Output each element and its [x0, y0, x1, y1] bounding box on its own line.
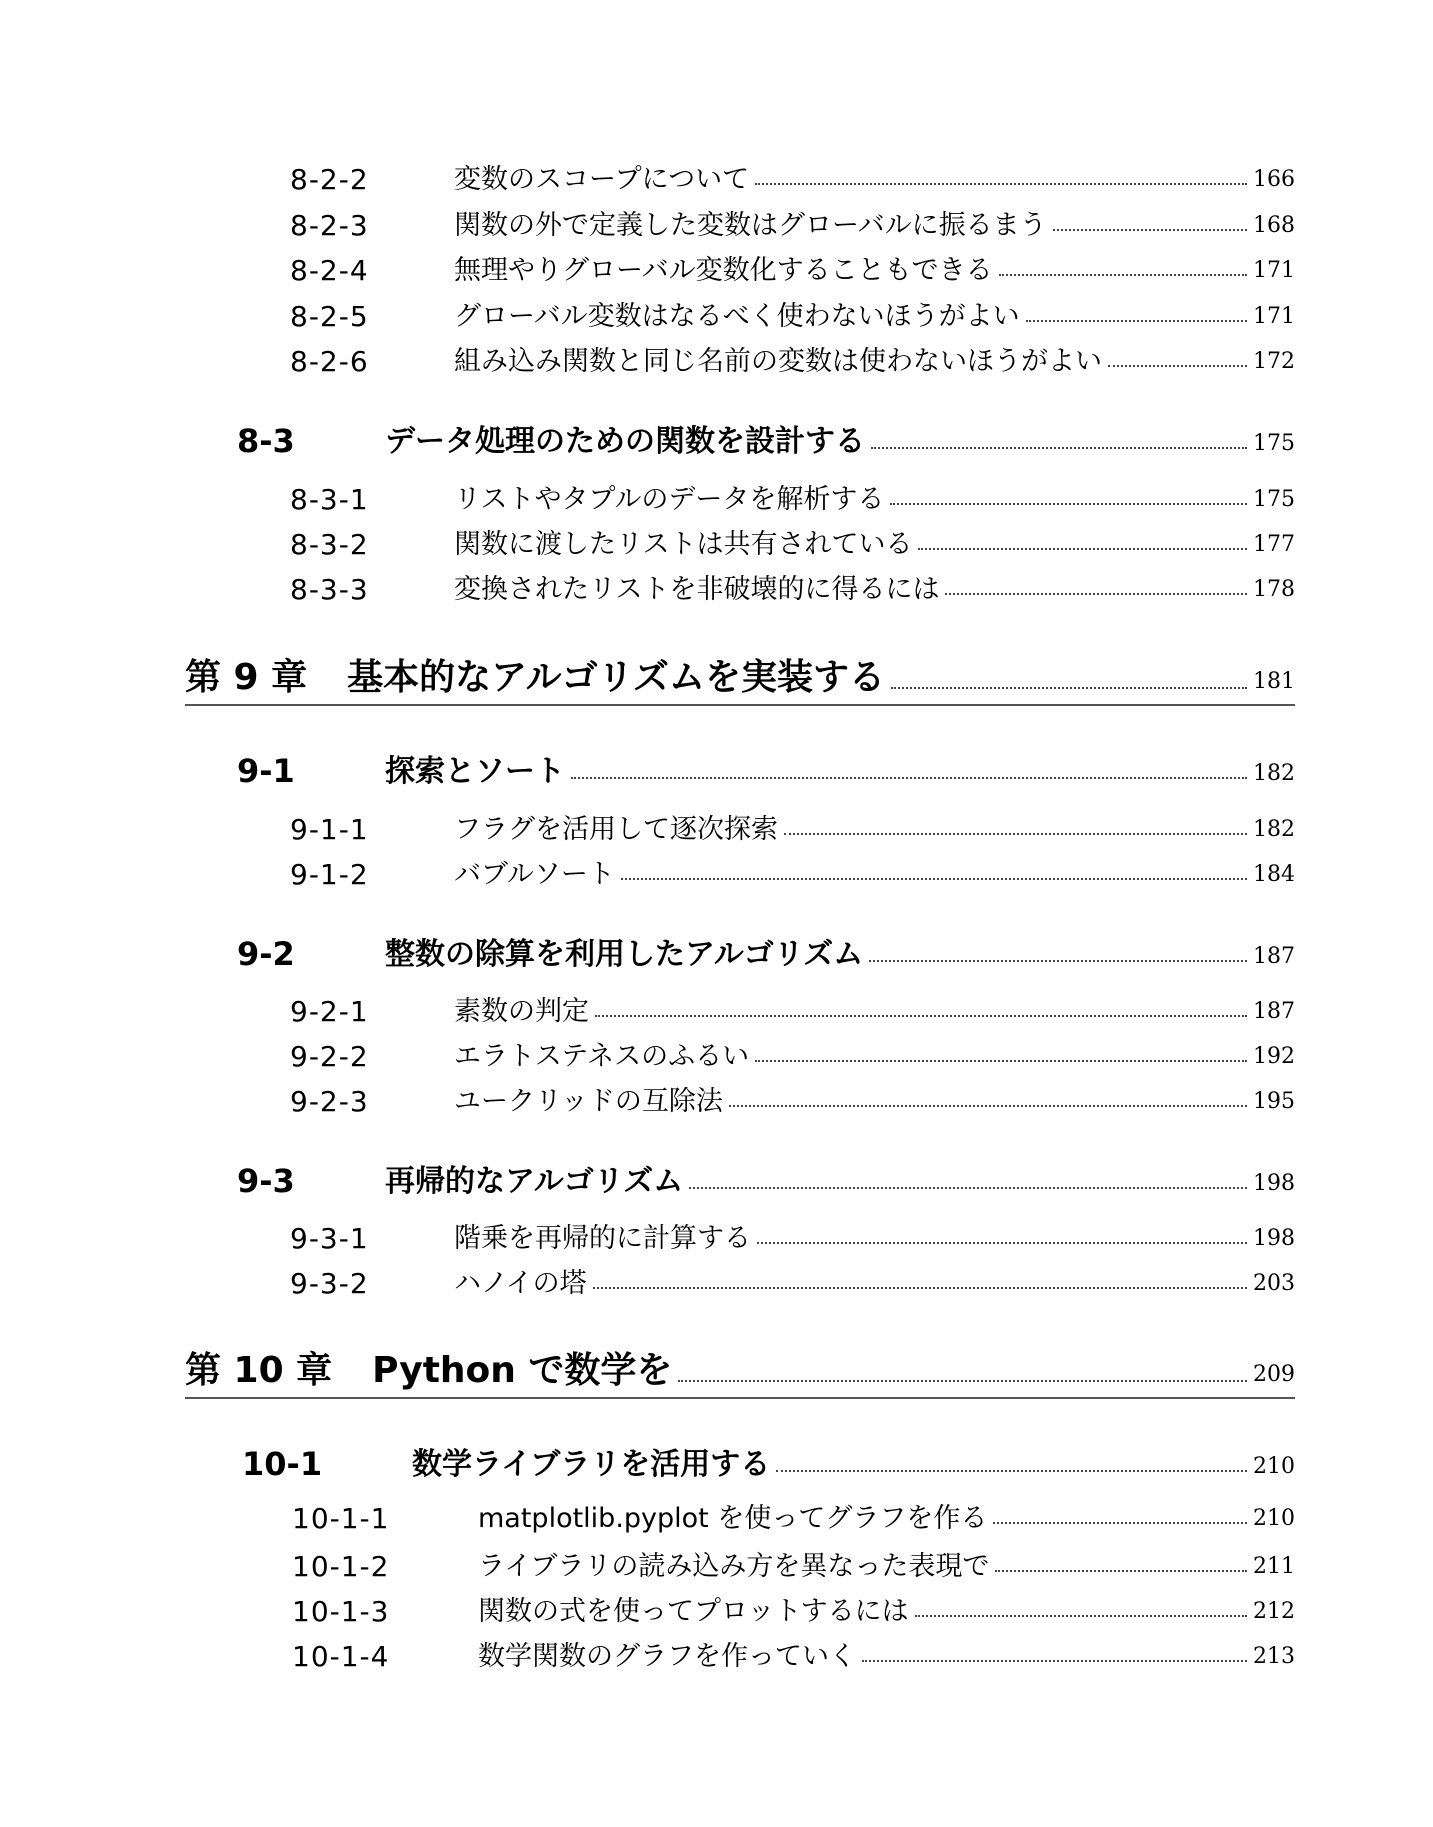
page-number: 175 [1253, 487, 1295, 512]
page-number: 181 [1253, 669, 1295, 694]
entry-title: 組み込み関数と同じ名前の変数は使わないほうがよい [454, 346, 1102, 377]
dot-leader [689, 1187, 1247, 1189]
page-number: 187 [1253, 999, 1295, 1024]
toc-entry-8-2-2 [290, 150, 1295, 196]
dot-leader [891, 687, 1247, 689]
entry-title: エラトステネスのふるい [454, 1041, 750, 1072]
entry-title: 素数の判定 [454, 996, 589, 1027]
toc-entry-8-3-1 [290, 470, 1295, 516]
chapter-rule [185, 704, 1295, 706]
dot-leader [1026, 320, 1247, 322]
toc-entry-9-1-2 [290, 845, 1295, 891]
toc-entry-9-2-3 [290, 1072, 1295, 1118]
dot-leader [890, 503, 1247, 505]
entry-title: ライブラリの読み込み方を異なった表現で [478, 1551, 990, 1582]
entry-number: 8-2-6 [290, 345, 369, 378]
dot-leader [945, 593, 1247, 595]
chapter-rule [185, 1397, 1295, 1399]
toc-entry-9-2-1 [290, 982, 1295, 1028]
toc-entry-9-1-1 [290, 800, 1295, 846]
entry-title: 無理やりグローバル変数化することもできる [454, 255, 993, 286]
toc-entry-9-2-2 [290, 1027, 1295, 1073]
dot-leader [571, 777, 1247, 779]
page-number: 213 [1253, 1644, 1295, 1669]
toc-entry-10-1-4 [292, 1627, 1295, 1673]
chapter-number: 第 10 章 [185, 1350, 333, 1391]
entry-number: 9-2-2 [290, 1040, 369, 1073]
page-number: 178 [1253, 577, 1295, 602]
toc-entry-8-3-2 [290, 515, 1295, 561]
entry-number: 9-2-3 [290, 1085, 369, 1118]
section-title: 探索とソート [385, 754, 565, 789]
toc-entry-10-1-3 [292, 1582, 1295, 1628]
dot-leader [729, 1105, 1247, 1107]
entry-number: 10-1-4 [292, 1640, 390, 1673]
entry-number: 8-2-2 [290, 163, 369, 196]
dot-leader [757, 1242, 1247, 1244]
section-number: 9-3 [237, 1162, 295, 1200]
entry-number: 8-2-3 [290, 209, 369, 242]
toc-section-8-3 [237, 414, 1295, 460]
page-number: 187 [1253, 944, 1295, 969]
page-number: 209 [1253, 1362, 1295, 1387]
chapter-title: 基本的なアルゴリズムを実装する [347, 657, 885, 698]
entry-title: matplotlib.pyplot を使ってグラフを作る [478, 1503, 988, 1534]
entry-number: 9-3-2 [290, 1267, 369, 1300]
page-number: 172 [1253, 349, 1295, 374]
dot-leader [995, 1570, 1247, 1572]
entry-number: 9-1-2 [290, 858, 369, 891]
page-number: 175 [1253, 431, 1295, 456]
entry-number: 8-2-5 [290, 300, 369, 333]
dot-leader [755, 183, 1247, 185]
entry-number: 8-3-1 [290, 483, 369, 516]
toc-section-10-1 [242, 1437, 1295, 1483]
entry-title: 階乗を再帰的に計算する [454, 1223, 751, 1254]
section-title: 整数の除算を利用したアルゴリズム [385, 937, 864, 972]
page-number: 184 [1253, 862, 1295, 887]
entry-number: 9-1-1 [290, 813, 369, 846]
toc-entry-10-1-1 [292, 1489, 1295, 1535]
chapter-number: 第 9 章 [185, 657, 308, 698]
toc-chapter-10 [185, 1337, 1295, 1393]
toc-section-9-1 [237, 744, 1295, 790]
dot-leader [869, 960, 1247, 962]
section-title: 数学ライブラリを活用する [412, 1447, 771, 1482]
dot-leader [621, 878, 1247, 880]
toc-entry-8-2-5 [290, 287, 1295, 333]
section-number: 9-1 [237, 752, 295, 790]
section-title: データ処理のための関数を設計する [385, 424, 865, 459]
toc-entry-8-2-4 [290, 241, 1295, 287]
entry-title: リストやタプルのデータを解析する [454, 484, 885, 515]
chapter-title: Python で数学を [372, 1350, 673, 1391]
dot-leader [776, 1470, 1247, 1472]
entry-title: 数学関数のグラフを作っていく [478, 1641, 856, 1672]
entry-number: 9-2-1 [290, 995, 369, 1028]
page-number: 166 [1253, 167, 1295, 192]
dot-leader [1108, 365, 1247, 367]
dot-leader [918, 548, 1247, 550]
entry-number: 9-3-1 [290, 1222, 369, 1255]
page-number: 171 [1253, 304, 1295, 329]
page-number: 210 [1253, 1506, 1295, 1531]
page-number: 171 [1253, 258, 1295, 283]
entry-title: フラグを活用して逐次探索 [454, 814, 778, 845]
page-number: 177 [1253, 532, 1295, 557]
entry-title: 変換されたリストを非破壊的に得るには [454, 574, 940, 605]
page-number: 203 [1253, 1271, 1295, 1296]
dot-leader [993, 1522, 1247, 1524]
toc-entry-8-2-3 [290, 196, 1295, 242]
toc-section-9-2 [237, 927, 1295, 973]
entry-number: 8-2-4 [290, 254, 369, 287]
dot-leader [1053, 229, 1247, 231]
dot-leader [915, 1615, 1247, 1617]
entry-title: 変数のスコープについて [454, 164, 750, 195]
dot-leader [871, 447, 1247, 449]
page-number: 211 [1253, 1554, 1295, 1579]
section-number: 10-1 [242, 1445, 323, 1483]
entry-number: 10-1-1 [292, 1502, 390, 1535]
entry-title: 関数の式を使ってプロットするには [478, 1596, 909, 1627]
section-title: 再帰的なアルゴリズム [385, 1164, 684, 1199]
toc-section-9-3 [237, 1154, 1295, 1200]
entry-number: 8-3-2 [290, 528, 369, 561]
toc-entry-9-3-1 [290, 1209, 1295, 1255]
toc-chapter-9 [185, 644, 1295, 700]
entry-title: グローバル変数はなるべく使わないほうがよい [454, 301, 1020, 332]
entry-title: 関数に渡したリストは共有されている [454, 529, 913, 560]
toc-entry-10-1-2 [292, 1537, 1295, 1583]
toc-entry-8-3-3 [290, 560, 1295, 606]
entry-title: ハノイの塔 [454, 1268, 587, 1299]
entry-title: ユークリッドの互除法 [454, 1086, 723, 1117]
dot-leader [678, 1380, 1247, 1382]
dot-leader [593, 1287, 1247, 1289]
dot-leader [862, 1660, 1247, 1662]
entry-title: 関数の外で定義した変数はグローバルに振るまう [454, 210, 1047, 241]
dot-leader [784, 833, 1247, 835]
toc-entry-8-2-6 [290, 332, 1295, 378]
section-number: 8-3 [237, 422, 295, 460]
page-number: 212 [1253, 1599, 1295, 1624]
entry-title: バブルソート [454, 859, 615, 890]
entry-number: 10-1-2 [292, 1550, 390, 1583]
page-number: 198 [1253, 1226, 1295, 1251]
toc-entry-9-3-2 [290, 1254, 1295, 1300]
page-number: 198 [1253, 1171, 1295, 1196]
section-number: 9-2 [237, 935, 295, 973]
dot-leader [755, 1060, 1247, 1062]
entry-number: 10-1-3 [292, 1595, 390, 1628]
page-number: 210 [1253, 1454, 1295, 1479]
page-number: 168 [1253, 213, 1295, 238]
dot-leader [595, 1015, 1247, 1017]
page-number: 192 [1253, 1044, 1295, 1069]
page-number: 182 [1253, 817, 1295, 842]
dot-leader [999, 274, 1247, 276]
page-number: 195 [1253, 1089, 1295, 1114]
entry-number: 8-3-3 [290, 573, 369, 606]
page-number: 182 [1253, 761, 1295, 786]
